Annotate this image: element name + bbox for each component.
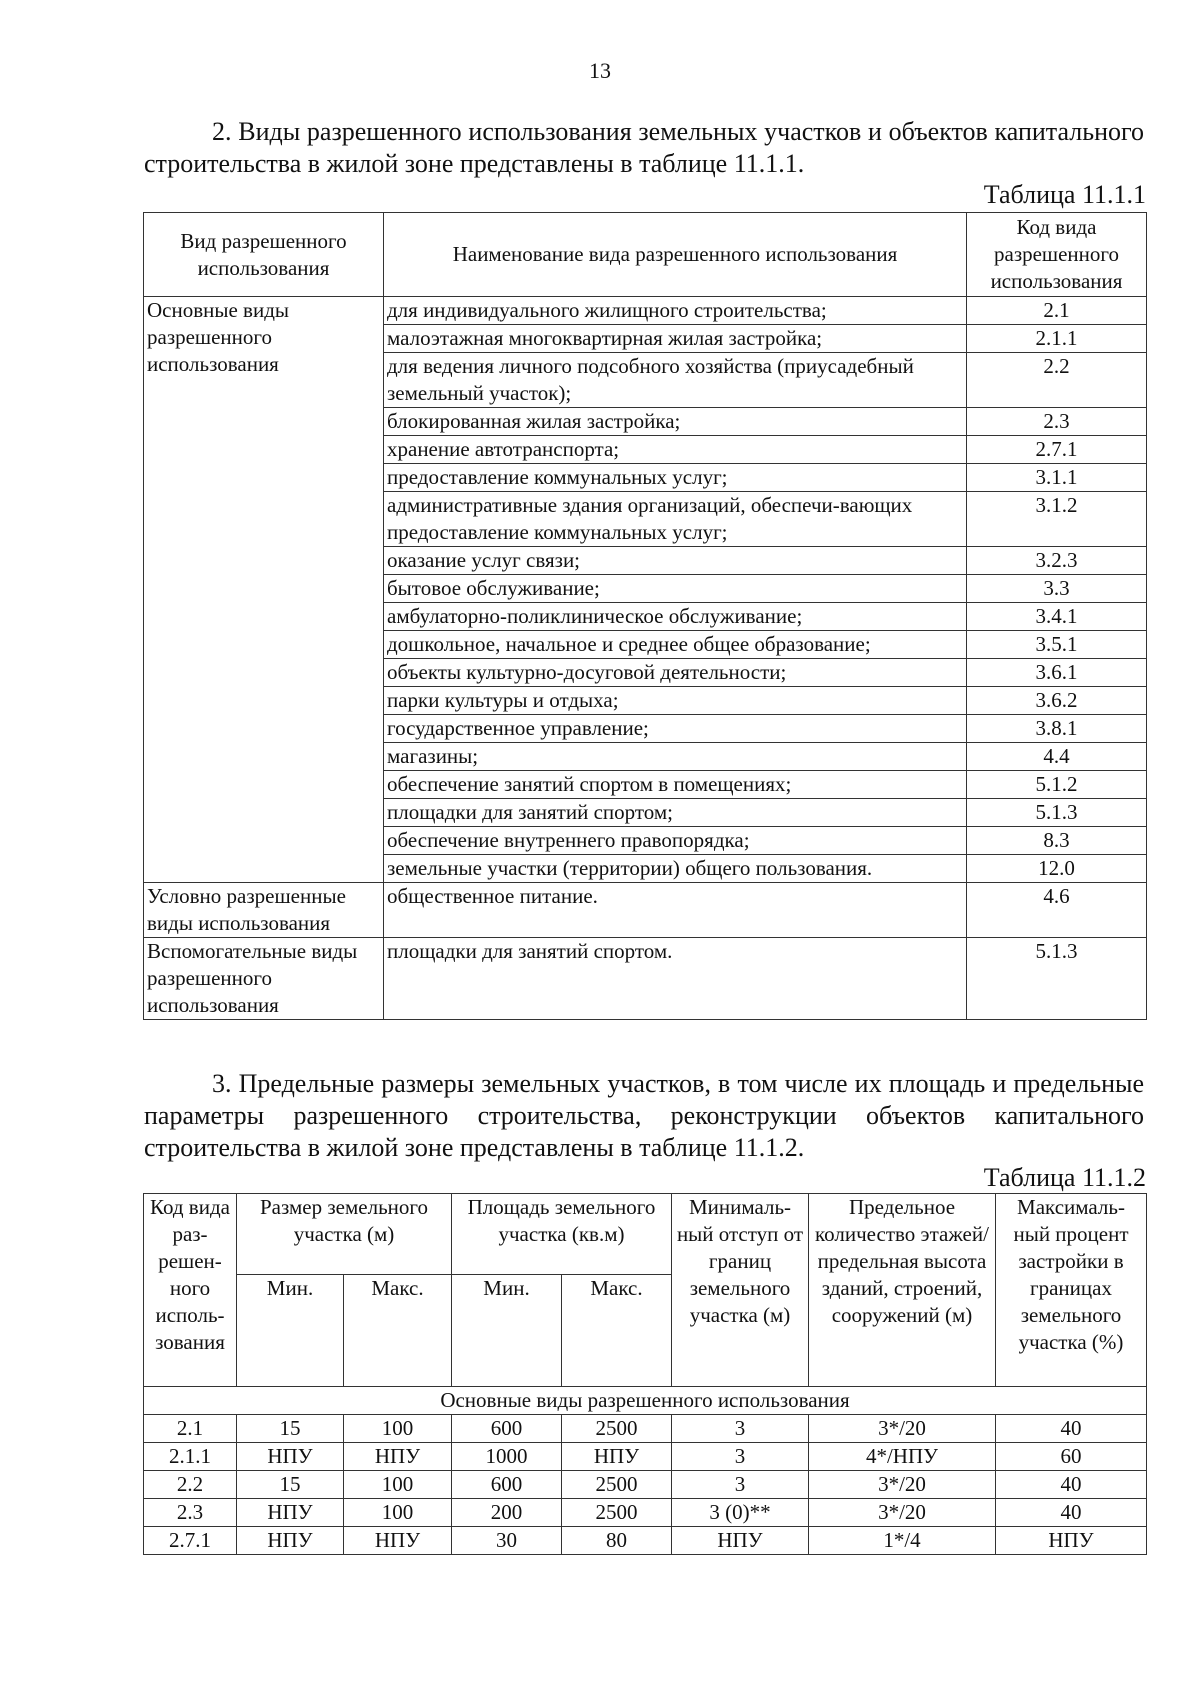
table1-use-name: для ведения личного подсобного хозяйства (приусадебный земельный участок); (384, 353, 967, 408)
table2-header-size-max: Макс. (344, 1275, 452, 1387)
table1-use-code: 4.4 (967, 743, 1147, 771)
table1-use-code: 2.7.1 (967, 436, 1147, 464)
table2-cell-size-min: 15 (237, 1471, 344, 1499)
table1-use-name: парки культуры и отдыха; (384, 687, 967, 715)
table1-use-name: обеспечение занятий спортом в помещениях; (384, 771, 967, 799)
paragraph-3: 3. Предельные размеры земельных участков, в том числе их площадь и предельные параметры разрешенного строительства, реконструкции объектов капитального строительства в жилой зоне представлены в таблице 11.1.2. (144, 1069, 1144, 1162)
table1-use-name: объекты культурно-досуговой деятельности; (384, 659, 967, 687)
table2-header-max-coverage: Максималь-ный процент застройки в границах земельного участка (%) (996, 1194, 1147, 1387)
table1-header-use-code: Код вида разрешенного использования (967, 213, 1147, 297)
table2-cell-size-min: НПУ (237, 1443, 344, 1471)
table2-cell-size-max: 100 (344, 1415, 452, 1443)
table1-group-auxiliary: Вспомогательные виды разрешенного использования (144, 938, 384, 1020)
table1-use-code: 2.1.1 (967, 325, 1147, 353)
table2-row (144, 1499, 1147, 1527)
table2-cell-code: 2.3 (144, 1499, 237, 1527)
limit-parameters-table (143, 1193, 1147, 1555)
table2-cell-area-min: 30 (452, 1527, 562, 1555)
table1-use-name: земельные участки (территории) общего пользования. (384, 855, 967, 883)
table2-cell-floors: 3*/20 (809, 1471, 996, 1499)
table2-cell-code: 2.1.1 (144, 1443, 237, 1471)
table1-use-code: 3.1.1 (967, 464, 1147, 492)
table2-cell-area-max: 2500 (562, 1471, 672, 1499)
table1-row (144, 297, 1147, 325)
table2-header-plot-size: Размер земельного участка (м) (237, 1194, 452, 1275)
table1-use-code: 5.1.2 (967, 771, 1147, 799)
table2-cell-area-min: 600 (452, 1415, 562, 1443)
table2-cell-area-min: 1000 (452, 1443, 562, 1471)
table2-cell-coverage: 60 (996, 1443, 1147, 1471)
table1-use-code: 3.6.1 (967, 659, 1147, 687)
table1-caption: Таблица 11.1.1 (983, 180, 1146, 209)
table2-cell-area-min: 200 (452, 1499, 562, 1527)
table2-row (144, 1443, 1147, 1471)
table2-cell-size-max: НПУ (344, 1527, 452, 1555)
table1-use-code: 3.3 (967, 575, 1147, 603)
table1-use-code: 3.8.1 (967, 715, 1147, 743)
table1-use-name: административные здания организаций, обеспечи-вающих предоставление коммунальных услуг; (384, 492, 967, 547)
table2-section-row (144, 1387, 1147, 1415)
table2-cell-floors: 3*/20 (809, 1499, 996, 1527)
table1-use-code: 8.3 (967, 827, 1147, 855)
table1-use-name: обеспечение внутреннего правопорядка; (384, 827, 967, 855)
table1-use-code: 5.1.3 (967, 799, 1147, 827)
table2-cell-code: 2.1 (144, 1415, 237, 1443)
table1-use-name: государственное управление; (384, 715, 967, 743)
table2-header-row-1 (144, 1194, 1147, 1275)
table2-caption: Таблица 11.1.2 (983, 1163, 1146, 1192)
table2-cell-floors: 1*/4 (809, 1527, 996, 1555)
table1-use-code: 3.1.2 (967, 492, 1147, 547)
table1-use-code: 2.2 (967, 353, 1147, 408)
table2-cell-size-min: НПУ (237, 1499, 344, 1527)
table1-use-name: блокированная жилая застройка; (384, 408, 967, 436)
table2-cell-floors: 3*/20 (809, 1415, 996, 1443)
table1-header-use-type: Вид разрешенного использования (144, 213, 384, 297)
table2-cell-setback: НПУ (672, 1527, 809, 1555)
table1-use-name: бытовое обслуживание; (384, 575, 967, 603)
table1-group-conditional: Условно разрешенные виды использования (144, 883, 384, 938)
table1-use-code: 3.4.1 (967, 603, 1147, 631)
table1-use-code: 3.5.1 (967, 631, 1147, 659)
table1-use-name: хранение автотранспорта; (384, 436, 967, 464)
table2-row (144, 1471, 1147, 1499)
table1-group-main: Основные виды разрешенного использования (144, 297, 384, 883)
table1-use-code: 5.1.3 (967, 938, 1147, 1020)
table2-cell-setback: 3 (672, 1471, 809, 1499)
table2-cell-area-max: 2500 (562, 1415, 672, 1443)
table1-use-name: общественное питание. (384, 883, 967, 938)
table2-cell-floors: 4*/НПУ (809, 1443, 996, 1471)
table2-cell-setback: 3 (0)** (672, 1499, 809, 1527)
table1-use-name: амбулаторно-поликлиническое обслуживание; (384, 603, 967, 631)
table2-cell-area-min: 600 (452, 1471, 562, 1499)
table1-use-code: 3.6.2 (967, 687, 1147, 715)
table1-row (144, 938, 1147, 1020)
table2-cell-coverage: 40 (996, 1499, 1147, 1527)
page-number: 13 (589, 58, 611, 83)
table1-header-row (144, 213, 1147, 297)
table1-use-name: дошкольное, начальное и среднее общее образование; (384, 631, 967, 659)
table2-row (144, 1415, 1147, 1443)
table1-header-use-name: Наименование вида разрешенного использования (384, 213, 967, 297)
table1-use-code: 2.1 (967, 297, 1147, 325)
table2-cell-code: 2.7.1 (144, 1527, 237, 1555)
table1-use-name: малоэтажная многоквартирная жилая застройка; (384, 325, 967, 353)
table2-cell-setback: 3 (672, 1415, 809, 1443)
table2-body (144, 1387, 1147, 1555)
table2-row (144, 1527, 1147, 1555)
table2-cell-area-max: 2500 (562, 1499, 672, 1527)
table2-cell-size-min: 15 (237, 1415, 344, 1443)
table2-cell-coverage: 40 (996, 1471, 1147, 1499)
table1-use-name: площадки для занятий спортом. (384, 938, 967, 1020)
table2-cell-code: 2.2 (144, 1471, 237, 1499)
table1-body (144, 297, 1147, 1020)
table1-use-name: магазины; (384, 743, 967, 771)
table2-cell-setback: 3 (672, 1443, 809, 1471)
table1-use-name: для индивидуального жилищного строительства; (384, 297, 967, 325)
table2-cell-area-max: НПУ (562, 1443, 672, 1471)
table2-cell-coverage: 40 (996, 1415, 1147, 1443)
permitted-uses-table (143, 212, 1147, 1020)
table1-use-code: 3.2.3 (967, 547, 1147, 575)
table2-header-max-floors: Предельное количество этажей/ предельная высота зданий, строений, сооружений (м) (809, 1194, 996, 1387)
table2-header-area-min: Мин. (452, 1275, 562, 1387)
table2-cell-size-min: НПУ (237, 1527, 344, 1555)
table1-row (144, 883, 1147, 938)
table2-header-min-setback: Минималь-ный отступ от границ земельного участка (м) (672, 1194, 809, 1387)
paragraph-2: 2. Виды разрешенного использования земельных участков и объектов капитального строительства в жилой зоне представлены в таблице 11.1.1. (144, 117, 1144, 178)
table2-cell-size-max: 100 (344, 1499, 452, 1527)
table1-use-name: предоставление коммунальных услуг; (384, 464, 967, 492)
table2-header-code: Код вида раз-решен-ного исполь-зования (144, 1194, 237, 1387)
table2-header-area-max: Макс. (562, 1275, 672, 1387)
table1-use-code: 2.3 (967, 408, 1147, 436)
table2-cell-size-max: 100 (344, 1471, 452, 1499)
table2-cell-area-max: 80 (562, 1527, 672, 1555)
table1-use-name: оказание услуг связи; (384, 547, 967, 575)
table1-use-code: 12.0 (967, 855, 1147, 883)
table2-section-label: Основные виды разрешенного использования (144, 1387, 1147, 1415)
table2-cell-size-max: НПУ (344, 1443, 452, 1471)
table2-cell-coverage: НПУ (996, 1527, 1147, 1555)
table1-use-name: площадки для занятий спортом; (384, 799, 967, 827)
table2-header-plot-area: Площадь земельного участка (кв.м) (452, 1194, 672, 1275)
table2-header-size-min: Мин. (237, 1275, 344, 1387)
table1-use-code: 4.6 (967, 883, 1147, 938)
